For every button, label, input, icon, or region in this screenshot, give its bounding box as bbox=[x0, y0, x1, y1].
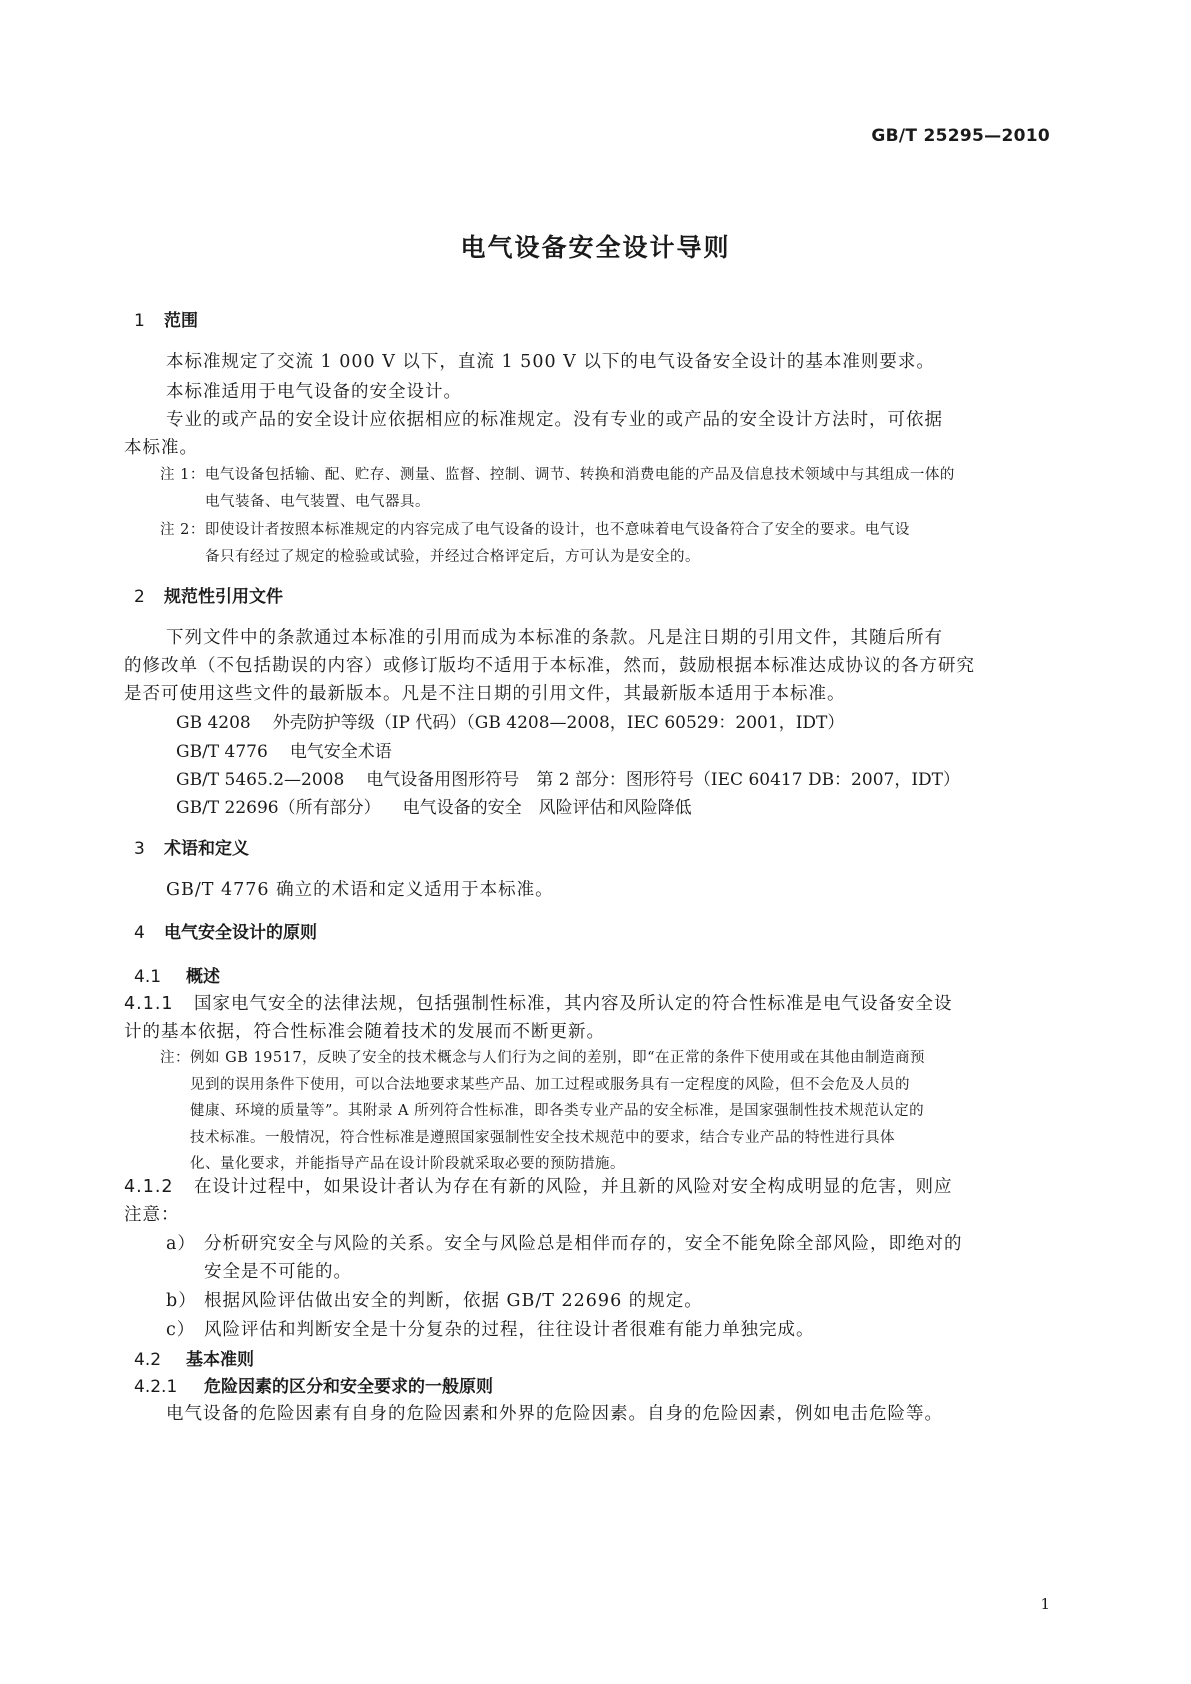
reference-code: GB/T 5465.2—2008 bbox=[176, 770, 345, 790]
clause-text: 在设计过程中，如果设计者认为存在有新的风险，并且新的风险对安全构成明显的危害，则应 bbox=[194, 1177, 953, 1197]
reference-code: GB/T 4776 bbox=[176, 742, 268, 762]
reference-item bbox=[176, 737, 392, 762]
section-number: 4.2 bbox=[134, 1350, 162, 1370]
paragraph: 本标准适用于电气设备的安全设计。 bbox=[166, 382, 462, 402]
paragraph: GB/T 4776 确立的术语和定义适用于本标准。 bbox=[166, 880, 554, 900]
reference-item bbox=[176, 765, 960, 790]
list-marker: c） bbox=[166, 1320, 196, 1340]
note-2-continuation: 备只有经过了规定的检验或试验，并经过合格评定后，方可认为是安全的。 bbox=[205, 549, 700, 565]
section-number: 4.2.1 bbox=[134, 1377, 178, 1397]
reference-title: 电气设备用图形符号 第 2 部分：图形符号（IEC 60417 DB：2007，IDT） bbox=[366, 770, 961, 790]
section-title: 电气安全设计的原则 bbox=[164, 923, 317, 943]
page-number: 1 bbox=[1040, 1595, 1050, 1613]
subsection-4-2-1-heading bbox=[134, 1372, 493, 1397]
reference-title: 电气安全术语 bbox=[289, 742, 392, 762]
section-title: 规范性引用文件 bbox=[164, 587, 283, 607]
clause-number: 4.1.1 bbox=[124, 994, 174, 1014]
section-title: 基本准则 bbox=[186, 1350, 254, 1370]
list-text: 分析研究安全与风险的关系。安全与风险总是相伴而存的，安全不能免除全部风险，即绝对的 bbox=[204, 1234, 963, 1254]
reference-title: 电气设备的安全 风险评估和风险降低 bbox=[402, 798, 692, 818]
subsection-4-2-heading bbox=[134, 1345, 254, 1370]
paragraph-continuation: 的修改单（不包括勘误的内容）或修订版均不适用于本标准，然而，鼓励根据本标准达成协议的各方研究 bbox=[124, 656, 975, 676]
reference-item bbox=[176, 793, 692, 818]
reference-item bbox=[176, 708, 844, 733]
clause-number: 4.1.2 bbox=[124, 1177, 174, 1197]
section-title: 范围 bbox=[164, 311, 198, 331]
section-title: 术语和定义 bbox=[164, 839, 249, 859]
list-marker: a） bbox=[166, 1234, 196, 1254]
section-number: 1 bbox=[134, 311, 145, 331]
reference-code: GB 4208 bbox=[176, 713, 251, 733]
clause-text: 国家电气安全的法律法规，包括强制性标准，其内容及所认定的符合性标准是电气设备安全设 bbox=[194, 994, 953, 1014]
list-item-continuation: 安全是不可能的。 bbox=[204, 1262, 352, 1282]
clause-4-1-2 bbox=[124, 1173, 953, 1198]
note-1-continuation: 电气装备、电气装置、电气器具。 bbox=[205, 494, 430, 510]
paragraph: 电气设备的危险因素有自身的危险因素和外界的危险因素。自身的危险因素，例如电击危险等。 bbox=[166, 1404, 943, 1424]
paragraph: 专业的或产品的安全设计应依据相应的标准规定。没有专业的或产品的安全设计方法时，可依据 bbox=[166, 410, 943, 430]
note-1: 注 1：电气设备包括输、配、贮存、测量、监督、控制、调节、转换和消费电能的产品及信息技术领域中与其组成一体的 bbox=[160, 467, 955, 483]
standard-code: GB/T 25295—2010 bbox=[871, 126, 1050, 146]
paragraph: 下列文件中的条款通过本标准的引用而成为本标准的条款。凡是注日期的引用文件，其随后所有 bbox=[166, 628, 943, 648]
paragraph-continuation: 本标准。 bbox=[124, 438, 198, 458]
reference-code: GB/T 22696（所有部分） bbox=[176, 798, 381, 818]
section-number: 3 bbox=[134, 839, 145, 859]
section-title: 概述 bbox=[186, 967, 220, 987]
note-continuation: 化、量化要求，并能指导产品在设计阶段就采取必要的预防措施。 bbox=[190, 1156, 625, 1172]
section-4-heading bbox=[134, 918, 317, 943]
list-text: 根据风险评估做出安全的判断，依据 GB/T 22696 的规定。 bbox=[204, 1291, 703, 1311]
note-continuation: 健康、环境的质量等”。其附录 A 所列符合性标准，即各类专业产品的安全标准，是国家强制性技术规范认定的 bbox=[190, 1103, 925, 1119]
note-continuation: 见到的误用条件下使用，可以合法地要求某些产品、加工过程或服务具有一定程度的风险，但不会危及人员的 bbox=[190, 1077, 910, 1093]
note-continuation: 技术标准。一般情况，符合性标准是遵照国家强制性安全技术规范中的要求，结合专业产品的特性进行具体 bbox=[190, 1130, 895, 1146]
document-title: 电气设备安全设计导则 bbox=[460, 233, 731, 262]
section-title: 危险因素的区分和安全要求的一般原则 bbox=[204, 1377, 493, 1397]
paragraph-continuation: 是否可使用这些文件的最新版本。凡是不注日期的引用文件，其最新版本适用于本标准。 bbox=[124, 684, 846, 704]
list-marker: b） bbox=[166, 1291, 197, 1311]
section-number: 4 bbox=[134, 923, 145, 943]
list-item bbox=[166, 1287, 703, 1312]
section-2-heading bbox=[134, 582, 283, 607]
section-3-heading bbox=[134, 834, 249, 859]
list-text: 风险评估和判断安全是十分复杂的过程，往往设计者很难有能力单独完成。 bbox=[204, 1320, 815, 1340]
clause-4-1-1 bbox=[124, 990, 953, 1015]
section-number: 2 bbox=[134, 587, 145, 607]
subsection-4-1-heading bbox=[134, 962, 220, 987]
reference-title: 外壳防护等级（IP 代码）（GB 4208—2008，IEC 60529：2001，IDT） bbox=[272, 713, 845, 733]
section-number: 4.1 bbox=[134, 967, 162, 987]
section-1-heading bbox=[134, 306, 198, 331]
note-2: 注 2：即使设计者按照本标准规定的内容完成了电气设备的设计，也不意味着电气设备符合了安全的要求。电气设 bbox=[160, 522, 910, 538]
paragraph-continuation: 注意： bbox=[124, 1205, 180, 1225]
list-item bbox=[166, 1316, 815, 1341]
paragraph: 本标准规定了交流 1 000 V 以下，直流 1 500 V 以下的电气设备安全设计的基本准则要求。 bbox=[166, 352, 935, 372]
note: 注：例如 GB 19517，反映了安全的技术概念与人们行为之间的差别，即“在正常的条件下使用或在其他由制造商预 bbox=[160, 1050, 925, 1066]
list-item bbox=[166, 1230, 963, 1255]
paragraph-continuation: 计的基本依据，符合性标准会随着技术的发展而不断更新。 bbox=[124, 1022, 605, 1042]
